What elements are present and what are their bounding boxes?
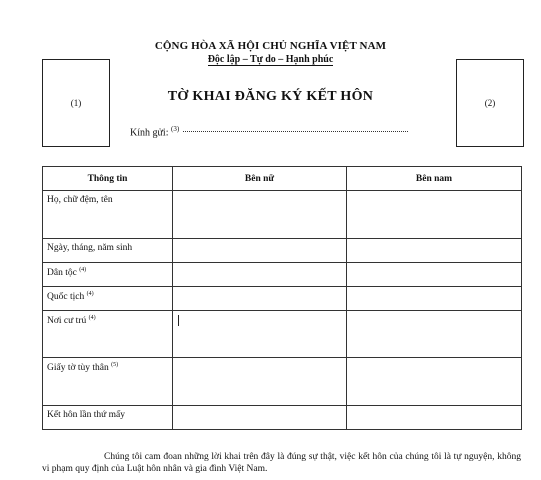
header-male: Bên nam (347, 167, 522, 191)
table-row (43, 311, 522, 358)
male-cell[interactable] (347, 358, 522, 406)
table-header-row (43, 167, 522, 191)
text-cursor (178, 315, 179, 326)
table-row (43, 287, 522, 311)
table-row (43, 406, 522, 430)
male-cell[interactable] (347, 239, 522, 263)
header-female: Bên nữ (173, 167, 347, 191)
addressee-field[interactable] (183, 131, 408, 132)
declaration-text: Chúng tôi cam đoan những lời khai trên đây là đúng sự thật, việc kết hôn của chúng tôi là tự nguyện, không vi phạm quy định của Luật hôn nhân và gia đình Việt Nam. (42, 452, 521, 474)
female-cell[interactable] (173, 311, 347, 358)
row-label: Kết hôn lần thứ mấy (43, 406, 173, 430)
addressee-label: Kính gửi: (130, 127, 169, 139)
row-label: Nơi cư trú $^{(4)}$ (43, 311, 173, 358)
table-row (43, 358, 522, 406)
info-table (42, 166, 522, 430)
table-row (43, 263, 522, 287)
header-info: Thông tin (43, 167, 173, 191)
table-row (43, 239, 522, 263)
motto-text: Độc lập – Tự do – Hạnh phúc (207, 54, 334, 65)
female-cell[interactable] (173, 263, 347, 287)
addressee-line (130, 125, 179, 138)
male-cell[interactable] (347, 406, 522, 430)
row-label: Quốc tịch $^{(4)}$ (43, 287, 173, 311)
row-label: Họ, chữ đệm, tên (43, 191, 173, 239)
female-cell[interactable] (173, 287, 347, 311)
photo-box-left-label: (1) (70, 98, 82, 108)
female-cell[interactable] (173, 406, 347, 430)
female-cell[interactable] (173, 191, 347, 239)
male-cell[interactable] (347, 287, 522, 311)
photo-box-right-label: (2) (484, 98, 496, 108)
national-name: CỘNG HÒA XÃ HỘI CHỦ NGHĨA VIỆT NAM (154, 40, 387, 52)
female-cell[interactable] (173, 239, 347, 263)
male-cell[interactable] (347, 311, 522, 358)
row-label: Ngày, tháng, năm sinh (43, 239, 173, 263)
table-row (43, 191, 522, 239)
male-cell[interactable] (347, 191, 522, 239)
male-cell[interactable] (347, 263, 522, 287)
female-cell[interactable] (173, 358, 347, 406)
addressee-note: (3) (170, 125, 180, 133)
row-label: Giấy tờ tùy thân $^{(5)}$ (43, 358, 173, 406)
form-title: TỜ KHAI ĐĂNG KÝ KẾT HÔN (167, 89, 374, 104)
row-label: Dân tộc $^{(4)}$ (43, 263, 173, 287)
